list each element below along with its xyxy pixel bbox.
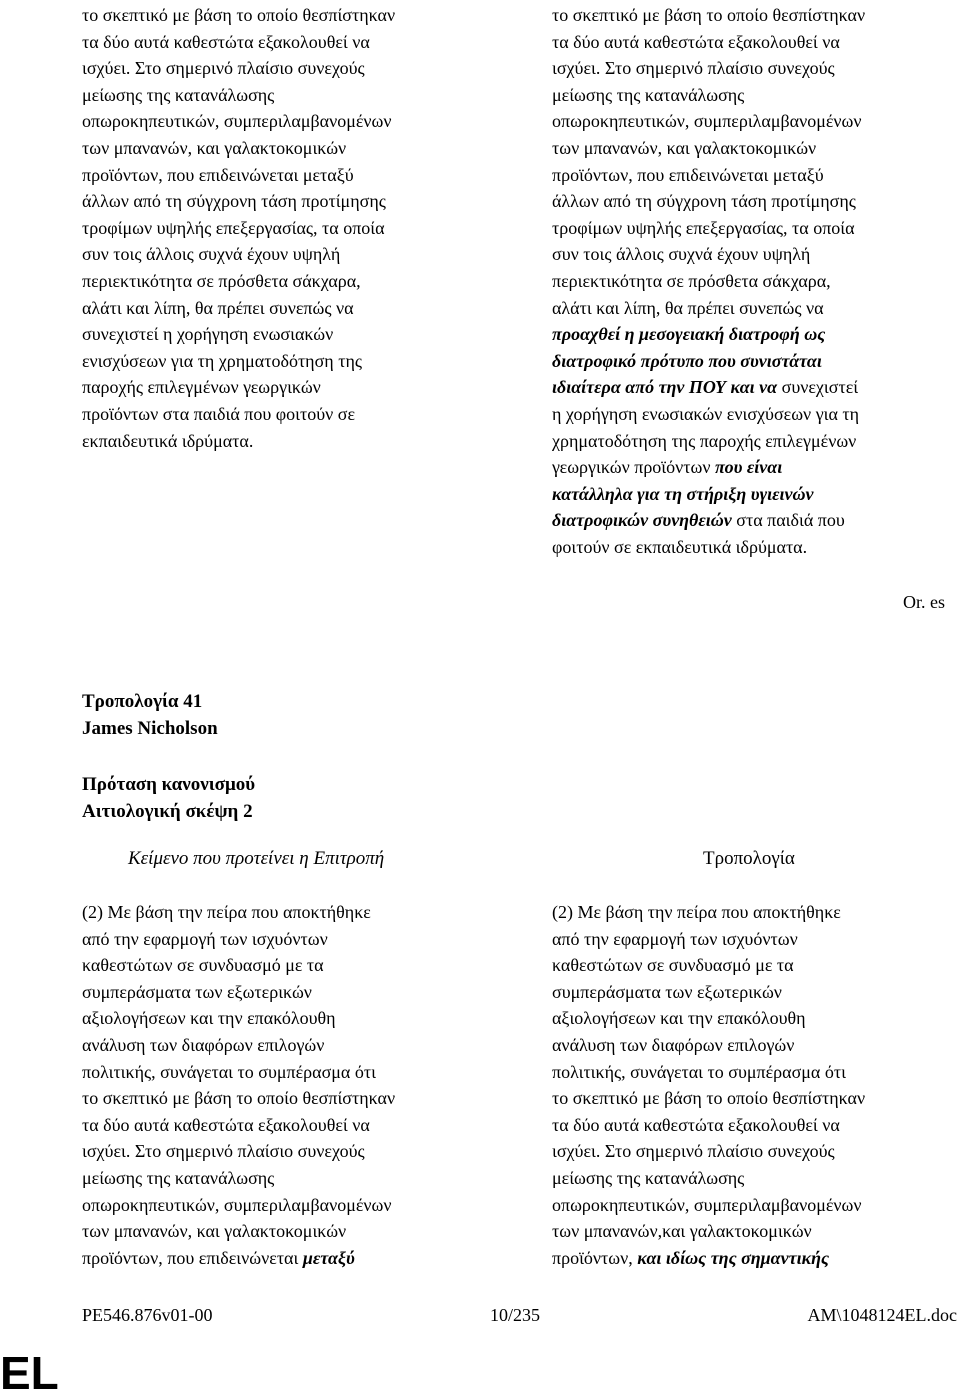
text-line <box>552 454 865 481</box>
text-line <box>552 2 865 29</box>
text-segment: πολιτικής, συνάγεται το συμπέρασμα ότι <box>552 1061 846 1082</box>
text-line <box>552 507 865 534</box>
text-segment: προϊόντων, που επιδεινώνεται μεταξύ <box>552 164 824 185</box>
text-segment: στα παιδιά που <box>731 510 845 531</box>
document-reference: PE546.876v01-00 <box>82 1305 213 1325</box>
amendment-number: Τροπολογία 41 <box>82 691 203 712</box>
text-line <box>82 1112 395 1139</box>
text-segment: τα δύο αυτά καθεστώτα εξακολουθεί να <box>552 1114 840 1135</box>
text-segment: (2) Με βάση την πείρα που αποκτήθηκε <box>82 902 371 922</box>
text-segment: μείωσης της κατανάλωσης <box>82 1167 275 1188</box>
text-segment: (2) Με βάση την πείρα που αποκτήθηκε <box>552 902 841 922</box>
text-line <box>552 215 865 242</box>
proposal-title: Πρόταση κανονισμού <box>82 774 256 795</box>
text-line: συνεχιστεί η χορήγηση ενωσιακών <box>82 324 334 345</box>
text-line <box>82 926 395 953</box>
text-segment: τροφίμων υψηλής επεξεργασίας, τα οποία <box>552 217 855 238</box>
text-segment: τα δύο αυτά καθεστώτα εξακολουθεί να <box>552 31 840 52</box>
text-line <box>552 1005 865 1032</box>
text-segment: άλλων από τη σύγχρονη τάση προτίμησης <box>552 191 856 212</box>
amendment-author: James Nicholson <box>82 718 218 739</box>
text-line <box>552 401 865 428</box>
text-line: το σκεπτικό με βάση το οποίο θεσπίστηκαν <box>82 5 396 25</box>
amended-text: προαχθεί η μεσογειακή διατροφή ως <box>552 324 826 345</box>
text-line: εκπαιδευτικά ιδρύματα. <box>82 430 254 451</box>
text-line <box>552 1218 865 1245</box>
text-line <box>552 979 865 1006</box>
text-line <box>552 374 865 401</box>
text-segment: συν τοις άλλοις συχνά έχουν υψηλή <box>552 244 811 265</box>
text-line <box>552 481 865 508</box>
text-line <box>82 1245 395 1272</box>
file-name: AM\1048124EL.doc <box>807 1305 957 1325</box>
amended-text: διατροφικό πρότυπο που συνιστάται <box>552 350 822 371</box>
text-segment: ισχύει. Στο σημερινό πλαίσιο συνεχούς <box>552 58 835 79</box>
text-line: συν τοις άλλοις συχνά έχουν υψηλή <box>82 244 341 265</box>
text-line <box>552 1112 865 1139</box>
text-line <box>82 1005 395 1032</box>
text-line <box>552 926 865 953</box>
text-segment: χρηματοδότηση της παροχής επιλεγμένων <box>552 430 857 451</box>
text-line <box>552 1192 865 1219</box>
text-segment: ανάλυση των διαφόρων επιλογών <box>552 1034 795 1055</box>
amended-text: κατάλληλα για τη στήριξη υγιεινών <box>552 483 814 504</box>
text-line <box>552 268 865 295</box>
page-number: 10/235 <box>490 1305 541 1325</box>
text-line: τα δύο αυτά καθεστώτα εξακολουθεί να <box>82 31 370 52</box>
text-segment: καθεστώτων σε συνδυασμό με τα <box>552 955 794 976</box>
amended-text: που είναι <box>715 457 783 478</box>
text-line <box>552 348 865 375</box>
text-line: μείωσης της κατανάλωσης <box>82 84 275 105</box>
text-line <box>552 1032 865 1059</box>
top-right-text-column <box>552 2 865 560</box>
text-segment: περιεκτικότητα σε πρόσθετα σάκχαρα, <box>552 270 831 291</box>
text-line <box>552 534 865 561</box>
top-left-text-column <box>82 2 395 454</box>
text-segment: ισχύει. Στο σημερινό πλαίσιο συνεχούς <box>82 1141 365 1162</box>
text-segment: μείωσης της κατανάλωσης <box>552 1167 745 1188</box>
text-segment: αξιολογήσεων και την επακόλουθη <box>552 1008 806 1029</box>
text-line <box>552 108 865 135</box>
text-line <box>552 241 865 268</box>
text-line <box>82 979 395 1006</box>
text-line <box>552 899 865 926</box>
text-segment: το σκεπτικό με βάση το οποίο θεσπίστηκαν <box>552 1088 866 1109</box>
text-line <box>552 1138 865 1165</box>
proposal-heading <box>82 771 255 825</box>
text-segment: γεωργικών προϊόντων <box>552 457 716 478</box>
text-segment: από την εφαρμογή των ισχυόντων <box>82 928 328 949</box>
text-segment: οπωροκηπευτικών, συμπεριλαμβανομένων <box>552 1194 862 1215</box>
text-line <box>552 1245 865 1272</box>
amendment-text-column <box>552 899 865 1271</box>
text-line: προϊόντων, που επιδεινώνεται μεταξύ <box>82 164 354 185</box>
text-segment: η χορήγηση ενωσιακών ενισχύσεων για τη <box>552 403 860 424</box>
text-line <box>552 295 865 322</box>
text-segment: τα δύο αυτά καθεστώτα εξακολουθεί να <box>82 1114 370 1135</box>
text-line: παροχής επιλεγμένων γεωργικών <box>82 377 321 398</box>
text-segment: των μπανανών, και γαλακτοκομικών <box>82 1221 347 1242</box>
text-line <box>82 1165 395 1192</box>
amended-text: μεταξύ <box>302 1247 355 1268</box>
text-segment: αξιολογήσεων και την επακόλουθη <box>82 1008 336 1029</box>
language-code: EL <box>0 1347 59 1399</box>
amended-text: ιδιαίτερα από την ΠΟΥ και να <box>552 377 778 398</box>
text-line <box>82 1059 395 1086</box>
text-line <box>82 899 395 926</box>
recital-reference: Αιτιολογική σκέψη 2 <box>82 801 253 822</box>
text-line: ισχύει. Στο σημερινό πλαίσιο συνεχούς <box>82 58 365 79</box>
text-line <box>82 1032 395 1059</box>
text-line <box>552 29 865 56</box>
text-line: περιεκτικότητα σε πρόσθετα σάκχαρα, <box>82 270 361 291</box>
text-line <box>82 1138 395 1165</box>
text-line <box>552 1165 865 1192</box>
text-line <box>82 1218 395 1245</box>
text-line <box>552 321 865 348</box>
text-line <box>552 428 865 455</box>
text-segment: οπωροκηπευτικών, συμπεριλαμβανομένων <box>552 111 862 132</box>
text-segment: από την εφαρμογή των ισχυόντων <box>552 928 798 949</box>
text-segment: πολιτικής, συνάγεται το συμπέρασμα ότι <box>82 1061 376 1082</box>
text-line: ενισχύσεων για τη χρηματοδότηση της <box>82 350 362 371</box>
commission-text-column <box>82 899 395 1271</box>
text-line <box>552 1085 865 1112</box>
text-segment: μείωσης της κατανάλωσης <box>552 84 745 105</box>
text-segment: προϊόντων, <box>552 1247 638 1268</box>
text-segment: των μπανανών, και γαλακτοκομικών <box>552 137 817 158</box>
text-line: αλάτι και λίπη, θα πρέπει συνεπώς να <box>82 297 354 318</box>
text-segment: των μπανανών,και γαλακτοκομικών <box>552 1221 812 1242</box>
text-segment: φοιτούν σε εκπαιδευτικά ιδρύματα. <box>552 536 808 557</box>
text-line <box>552 188 865 215</box>
text-line <box>82 952 395 979</box>
text-line <box>552 82 865 109</box>
text-line <box>552 135 865 162</box>
text-segment: καθεστώτων σε συνδυασμό με τα <box>82 955 324 976</box>
text-segment: ανάλυση των διαφόρων επιλογών <box>82 1034 325 1055</box>
original-language-marker: Or. es <box>903 592 945 612</box>
text-line: οπωροκηπευτικών, συμπεριλαμβανομένων <box>82 111 392 132</box>
text-line <box>82 1085 395 1112</box>
commission-text-header: Κείμενο που προτείνει η Επιτροπή <box>128 848 385 869</box>
text-segment: το σκεπτικό με βάση το οποίο θεσπίστηκαν <box>82 1088 396 1109</box>
text-line <box>82 1192 395 1219</box>
text-segment: το σκεπτικό με βάση το οποίο θεσπίστηκαν <box>552 5 866 25</box>
text-line <box>552 952 865 979</box>
text-line <box>552 162 865 189</box>
amendment-heading <box>82 688 218 742</box>
text-segment: αλάτι και λίπη, θα πρέπει συνεπώς να <box>552 297 824 318</box>
text-segment: οπωροκηπευτικών, συμπεριλαμβανομένων <box>82 1194 392 1215</box>
text-segment: προϊόντων, που επιδεινώνεται <box>82 1247 303 1268</box>
text-line <box>552 1059 865 1086</box>
text-line <box>552 55 865 82</box>
text-line: άλλων από τη σύγχρονη τάση προτίμησης <box>82 191 386 212</box>
text-segment: ισχύει. Στο σημερινό πλαίσιο συνεχούς <box>552 1141 835 1162</box>
text-segment: συνεχιστεί <box>777 377 859 398</box>
amended-text: διατροφικών συνηθειών <box>552 510 732 531</box>
text-segment: συμπεράσματα των εξωτερικών <box>82 981 312 1002</box>
text-line: τροφίμων υψηλής επεξεργασίας, τα οποία <box>82 217 385 238</box>
text-line: προϊόντων στα παιδιά που φοιτούν σε <box>82 403 356 424</box>
amended-text: και ιδίως της σημαντικής <box>637 1247 830 1268</box>
text-line: των μπανανών, και γαλακτοκομικών <box>82 137 347 158</box>
amendment-column-header: Τροπολογία <box>703 848 795 869</box>
text-segment: συμπεράσματα των εξωτερικών <box>552 981 782 1002</box>
